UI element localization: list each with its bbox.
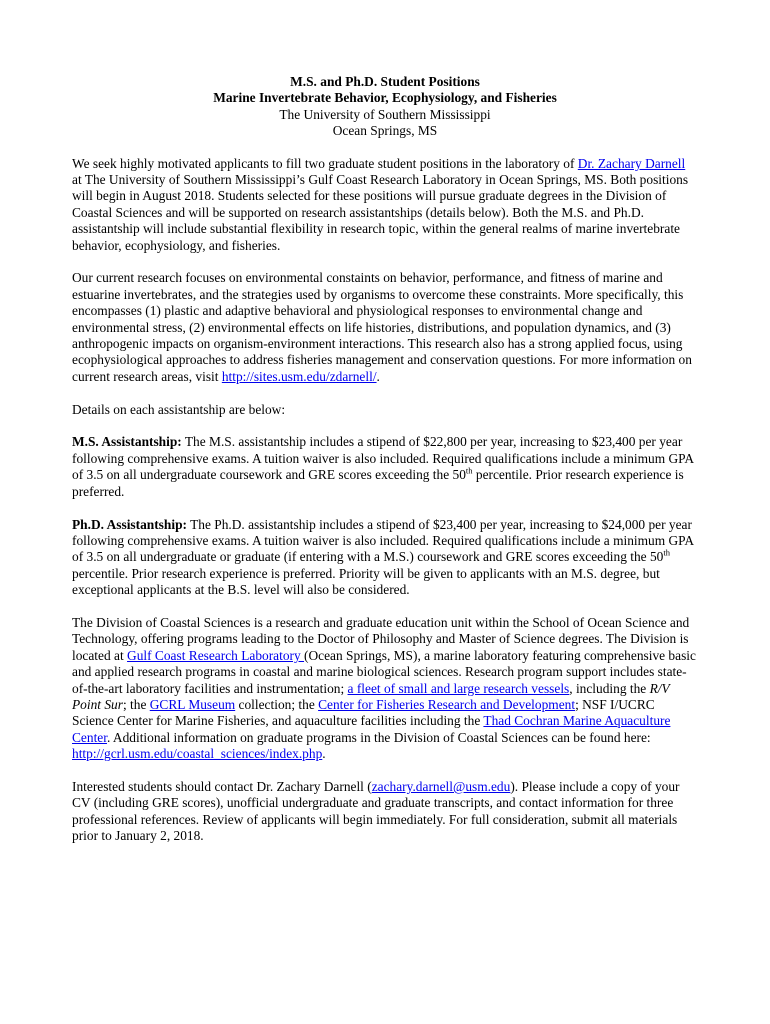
ms-text-1: The M.S. assistantship includes a stipend of $22,800 per year, increasing to $23,400 per year following comprehensive exams. A tuition waiver is also included. Required qualifications include a minimum GPA of 3.5 on all undergraduate coursework and GRE scores exceeding the 50 — [72, 434, 694, 483]
division-text-2: (Ocean Springs, MS), a marine laboratory featuring comprehensive basic and applied research programs in coastal and marine biological sciences. Research program support includes state-of-the-art laboratory facilities and instrumentation; — [72, 647, 696, 696]
aquaculture-center-link[interactable]: Thad Cochran Marine Aquaculture Center — [72, 713, 671, 745]
research-text-2: . — [376, 368, 380, 384]
intro-text-2: at The University of Southern Mississippi’s Gulf Coast Research Laboratory in Ocean Springs, MS. Both positions will begin in August 2018. Students selected for these positions will pursue graduate degrees in the Division of Coastal Sciences and will be supported on research assistantships (details below). Both the M.S. and Ph.D. assistantship will include substantial flexibility in research topic, within the general realms of marine invertebrate behavior, ecophysiology, and fisheries. — [72, 172, 689, 253]
gcrl-link[interactable]: Gulf Coast Research Laboratory — [127, 647, 305, 663]
division-text-1: The Division of Coastal Sciences is a research and graduate education unit within the School of Ocean Science and Technology, offering programs leading to the Doctor of Philosophy and Master of Science degrees. The Division is located at — [72, 614, 690, 663]
intro-text-1: We seek highly motivated applicants to fill two graduate student positions in the laboratory of — [72, 155, 578, 171]
phd-superscript: th — [663, 547, 670, 558]
division-text-3: , including the — [569, 680, 650, 696]
contact-paragraph — [72, 779, 698, 845]
division-text-4: ; the — [122, 696, 150, 712]
research-paragraph — [72, 270, 698, 385]
phd-assistantship-paragraph — [72, 517, 698, 599]
details-intro: Details on each assistantship are below: — [72, 401, 286, 417]
museum-link[interactable]: GCRL Museum — [149, 696, 236, 712]
division-text-8: . — [322, 746, 326, 762]
ms-text-2: percentile. Prior research experience is preferred. — [72, 467, 684, 499]
phd-text-2: percentile. Prior research experience is preferred. Priority will be given to applicants with an M.S. degree, but exceptional applicants at the B.S. level will also be considered. — [72, 565, 660, 598]
document-header — [72, 74, 698, 140]
programs-link[interactable]: http://gcrl.usm.edu/coastal_sciences/index.php — [72, 746, 323, 762]
intro-paragraph — [72, 156, 698, 254]
fleet-link[interactable]: a fleet of small and large research vessels — [347, 680, 570, 696]
lab-website-link[interactable]: http://sites.usm.edu/zdarnell/ — [221, 368, 377, 384]
phd-text-1: The Ph.D. assistantship includes a stipend of $23,400 per year, increasing to $24,000 per year following comprehensive exams. A tuition waiver is also included. Required qualifications include a minimum GPA of 3.5 on all undergraduate or graduate (if entering with a M.S.) coursework and GRE scores exceeding the 50 — [72, 516, 694, 565]
institution-name: The University of Southern Mississippi — [279, 106, 491, 122]
ms-assistantship-paragraph — [72, 434, 698, 500]
phd-label: Ph.D. Assistantship: — [72, 516, 187, 532]
division-text-6: ; NSF I/UCRC Science Center for Marine Fisheries, and aquaculture facilities including the — [72, 696, 655, 729]
page-title: M.S. and Ph.D. Student Positions — [290, 74, 480, 89]
contact-text-2: ). Please include a copy of your CV (including GRE scores), unofficial undergraduate and graduate transcripts, and contact information for three professional references. Review of applicants will begin immediately. For full consideration, submit all materials prior to January 2, 2018. — [72, 778, 680, 844]
research-text-1: Our current research focuses on environmental constaints on behavior, performance, and fitness of marine and estuarine invertebrates, and the strategies used by organisms to overcome these constraints. More specifically, this encompasses (1) plastic and adaptive behavioral and physiological responses to environmental change and environmental stress, (2) environmental effects on life histories, distributions, and population dynamics, and (3) anthropogenic impacts on organism-environment interactions. This research also has a strong applied focus, using ecophysiological approaches to address fisheries management and conservation questions. For more information on current research areas, visit — [72, 270, 692, 384]
ms-superscript: th — [465, 465, 473, 476]
fisheries-center-link[interactable]: Center for Fisheries Research and Development — [318, 696, 576, 712]
division-text-5: collection; the — [235, 696, 319, 712]
ms-label: M.S. Assistantship: — [72, 434, 182, 450]
vessel-name: R/V Point Sur — [72, 680, 670, 712]
pi-link[interactable]: Dr. Zachary Darnell — [577, 155, 686, 171]
page-subtitle: Marine Invertebrate Behavior, Ecophysiology, and Fisheries — [213, 90, 557, 106]
location: Ocean Springs, MS — [332, 123, 438, 139]
contact-text-1: Interested students should contact Dr. Zachary Darnell ( — [72, 778, 372, 794]
document-page — [72, 74, 698, 861]
division-paragraph — [72, 615, 698, 763]
division-text-7: . Additional information on graduate programs in the Division of Coastal Sciences can be found here: — [106, 729, 651, 745]
email-link[interactable]: zachary.darnell@usm.edu — [371, 778, 511, 794]
